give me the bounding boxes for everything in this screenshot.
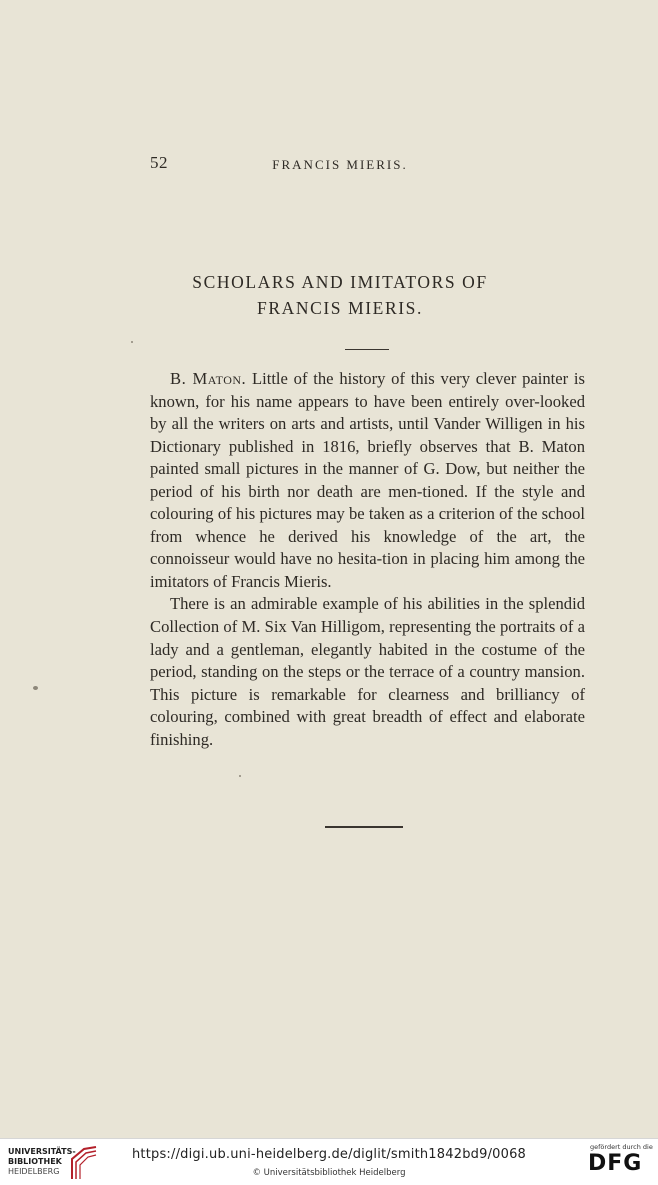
library-name-line-2: BIBLIOTHEK xyxy=(8,1157,62,1166)
paragraph-1 xyxy=(150,368,585,593)
running-head: FRANCIS MIERIS. xyxy=(272,157,408,172)
painter-name: B. Maton. xyxy=(170,369,247,388)
chapter-heading-line-2: FRANCIS MIERIS. xyxy=(257,298,423,318)
page-number: 52 xyxy=(150,153,168,172)
permalink-url[interactable]: https://digi.ub.uni-heidelberg.de/diglit/smith1842bd9/0068 xyxy=(131,1147,527,1162)
heading-divider xyxy=(345,349,389,350)
library-name-line-1: UNIVERSITÄTS- xyxy=(8,1147,76,1156)
copyright-notice: © Universitätsbibliothek Heidelberg xyxy=(252,1168,406,1178)
dfg-logo[interactable]: DFG xyxy=(588,1151,643,1176)
paragraph-2: There is an admirable example of his abilities in the splendid Collection of M. Six Van Hilligom, representing the portraits of a lady and a gentleman, elegantly habited in the costume of the period, standing on the steps or the terrace of a country mansion. This picture is remarkable for clearness and brilliancy of colouring, combined with great breadth of effect and elaborate finishing. xyxy=(150,594,585,749)
dfg-caption: gefördert durch die xyxy=(590,1143,653,1151)
chapter-heading-line-1: SCHOLARS AND IMITATORS OF xyxy=(192,272,488,292)
paragraph-1-text: Little of the history of this very clever painter is known, for his name appears to have been entirely over-looked by all the writers on arts and artists, until Vander Willigen in his Dictionary published in 1816, briefly observes that B. Maton painted small pictures in the manner of G. Dow, but neither the period of his birth nor death are men-tioned. If the style and colouring of his pictures may be taken as a criterion of the school from whence he derived his knowledge of the art, the connoisseur would have no hesita-tion in placing him among the imitators of Francis Mieris. xyxy=(150,369,585,591)
viewer-footer xyxy=(0,1138,658,1185)
paper-speck xyxy=(33,686,38,690)
body-text xyxy=(150,368,585,751)
paper-speck xyxy=(131,341,133,343)
library-name-line-3: HEIDELBERG xyxy=(8,1167,60,1176)
paper-speck xyxy=(239,775,241,777)
section-end-rule xyxy=(325,826,403,828)
